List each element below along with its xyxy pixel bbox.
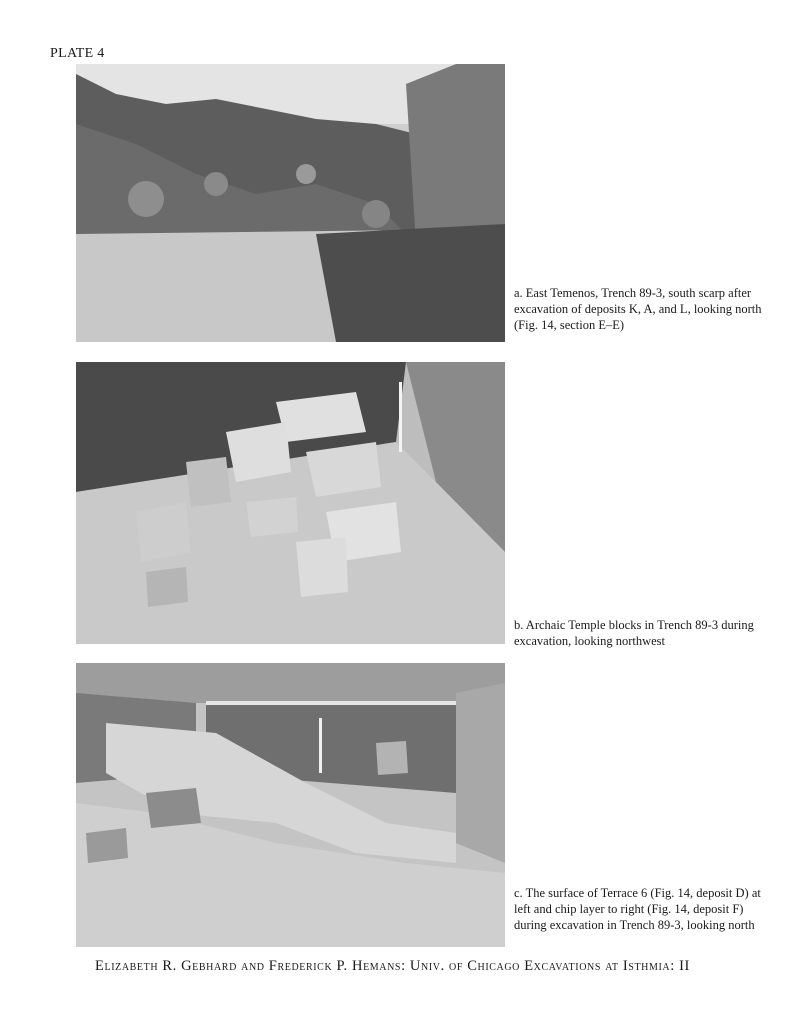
photo-terrace-6-surface [76,663,505,947]
photo-east-temenos-scarp [76,64,505,342]
caption-a: a. East Temenos, Trench 89-3, south scarp after excavation of deposits K, A, and L, looking north (Fig. 14, section E–E) [514,286,762,332]
photo-archaic-temple-blocks [76,362,505,644]
caption-b: b. Archaic Temple blocks in Trench 89-3 during excavation, looking northwest [514,618,754,648]
plate-label: PLATE 4 [50,46,105,61]
caption-c: c. The surface of Terrace 6 (Fig. 14, deposit D) at left and chip layer to right (Fig. 14, deposit F) during excavation in Trench 89-3, looking north [514,886,761,932]
page-footer: Elizabeth R. Gebhard and Frederick P. Hemans: Univ. of Chicago Excavations at Isthmia: II [95,958,690,974]
